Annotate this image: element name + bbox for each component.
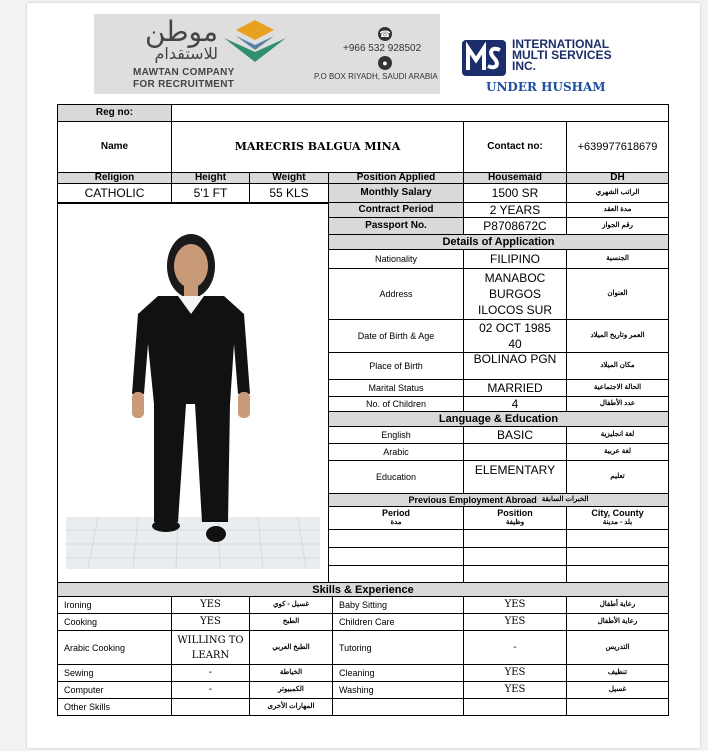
address-arabic: العنوان <box>566 268 669 320</box>
skill-arabic: المهارات الأخرى <box>249 698 333 716</box>
skill-label: Washing <box>332 681 464 699</box>
position-header: Position وظيفة <box>463 506 567 530</box>
arabic-value <box>463 443 567 461</box>
skill-label: Ironing <box>57 596 172 614</box>
skill-arabic: التدريس <box>566 630 669 665</box>
previous-employment-heading: Previous Employment Abroad الخبرات السابقة <box>328 493 669 507</box>
name-label: Name <box>57 121 172 173</box>
skill-arabic: الكمبيوتر <box>249 681 333 699</box>
skill-label: Arabic Cooking <box>57 630 172 665</box>
place-of-birth-label: Place of Birth <box>328 352 464 380</box>
employment-cell <box>463 529 567 548</box>
weight-header: Weight <box>249 172 329 184</box>
skill-value: - <box>171 664 250 682</box>
skill-label: Other Skills <box>57 698 172 716</box>
ims-logo-icon <box>460 38 508 78</box>
skill-arabic: رعاية أطفال <box>566 596 669 614</box>
skill-arabic: رعاية الأطفال <box>566 613 669 631</box>
arabic-label: Arabic <box>328 443 464 461</box>
skill-label: Cleaning <box>332 664 464 682</box>
skill-label: Baby Sitting <box>332 596 464 614</box>
reg-label: Reg no: <box>57 104 172 122</box>
skill-label: Children Care <box>332 613 464 631</box>
company-english-name: MAWTAN COMPANY <box>133 67 235 78</box>
city-country-header: City, County بلد - مدينة <box>566 506 669 530</box>
company-english-subtitle: FOR RECRUITMENT <box>133 79 235 90</box>
location-pin-icon: ● <box>378 56 392 70</box>
employment-cell <box>566 547 669 566</box>
company-arabic-name: موطن <box>144 15 218 48</box>
skill-arabic: تنظيف <box>566 664 669 682</box>
skill-value: YES <box>463 664 567 682</box>
skill-arabic: غسيل <box>566 681 669 699</box>
marital-status-label: Marital Status <box>328 379 464 397</box>
contract-period-arabic: مدة العقد <box>566 202 669 218</box>
passport-arabic: رقم الجواز <box>566 217 669 235</box>
nationality-label: Nationality <box>328 249 464 269</box>
skill-label: Cooking <box>57 613 172 631</box>
phone-icon: ☎ <box>379 29 391 39</box>
employment-cell <box>328 547 464 566</box>
marital-status-value: MARRIED <box>463 379 567 397</box>
contact-value: +639977618679 <box>566 121 669 173</box>
children-label: No. of Children <box>328 396 464 412</box>
skill-label <box>332 698 464 716</box>
partner-name: INTERNATIONAL MULTI SERVICES INC. <box>512 37 612 73</box>
arabic-arabic: لغة عربية <box>566 443 669 461</box>
skill-value: WILLING TO LEARN <box>171 630 250 665</box>
height-header: Height <box>171 172 250 184</box>
contact-label: Contact no: <box>463 121 567 173</box>
skill-value: YES <box>463 613 567 631</box>
dob-age-label: Date of Birth & Age <box>328 319 464 353</box>
religion-header: Religion <box>57 172 172 184</box>
employment-cell <box>328 529 464 548</box>
skill-label: Tutoring <box>332 630 464 665</box>
skills-experience-heading: Skills & Experience <box>57 582 669 597</box>
children-value: 4 <box>463 396 567 412</box>
skill-value: YES <box>171 596 250 614</box>
religion-value: CATHOLIC <box>57 183 172 203</box>
passport-label: Passport No. <box>328 217 464 235</box>
skill-label: Computer <box>57 681 172 699</box>
skill-value: YES <box>171 613 250 631</box>
monthly-salary-value: 1500 SR <box>463 183 567 203</box>
skill-value: - <box>463 630 567 665</box>
reg-value <box>171 104 669 122</box>
monthly-salary-arabic: الراتب الشهري <box>566 183 669 203</box>
contract-period-value: 2 YEARS <box>463 202 567 218</box>
monthly-salary-label: Monthly Salary <box>328 183 464 203</box>
nationality-value: FILIPINO <box>463 249 567 269</box>
skill-arabic: الخياطة <box>249 664 333 682</box>
skill-arabic: الطبخ <box>249 613 333 631</box>
dob-age-arabic: العمر وتاريخ الميلاد <box>566 319 669 353</box>
skill-label: Sewing <box>57 664 172 682</box>
skill-value: YES <box>463 596 567 614</box>
language-education-heading: Language & Education <box>328 411 669 427</box>
header-address: P.O BOX RIYADH, SAUDI ARABIA <box>314 72 438 81</box>
position-value: Housemaid <box>463 172 567 184</box>
details-of-application-heading: Details of Application <box>328 234 669 250</box>
applicant-photo <box>57 203 329 583</box>
education-label: Education <box>328 460 464 494</box>
passport-value: P8708672C <box>463 217 567 235</box>
position-applied-header: Position Applied <box>328 172 464 184</box>
marital-status-arabic: الحالة الاجتماعية <box>566 379 669 397</box>
education-value: ELEMENTARY <box>463 460 567 494</box>
children-arabic: عدد الأطفال <box>566 396 669 412</box>
under-label: UNDER HUSHAM <box>486 80 606 94</box>
employment-cell <box>328 565 464 583</box>
english-value: BASIC <box>463 426 567 444</box>
header-phone: +966 532 928502 <box>343 43 422 54</box>
skill-arabic: غسيل - كوي <box>249 596 333 614</box>
applicant-figure <box>58 204 328 582</box>
height-value: 5'1 FT <box>171 183 250 203</box>
position-code: DH <box>566 172 669 184</box>
skill-value: - <box>171 681 250 699</box>
skill-value <box>171 698 250 716</box>
weight-value: 55 KLS <box>249 183 329 203</box>
skill-value: YES <box>463 681 567 699</box>
company-arabic-subname: للاستقدام <box>154 44 218 63</box>
place-of-birth-value: BOLINAO PGN <box>463 352 567 380</box>
contract-period-label: Contract Period <box>328 202 464 218</box>
education-arabic: تعليم <box>566 460 669 494</box>
mawtan-logo-icon <box>222 20 288 62</box>
skill-arabic <box>566 698 669 716</box>
skill-value <box>463 698 567 716</box>
place-of-birth-arabic: مكان الميلاد <box>566 352 669 380</box>
address-value: MANABOC BURGOS ILOCOS SUR <box>463 268 567 320</box>
english-label: English <box>328 426 464 444</box>
nationality-arabic: الجنسية <box>566 249 669 269</box>
skill-arabic: الطبخ العربي <box>249 630 333 665</box>
english-arabic: لغة انجليزية <box>566 426 669 444</box>
employment-cell <box>463 547 567 566</box>
employment-cell <box>566 529 669 548</box>
name-value: MARECRIS BALGUA MINA <box>171 121 464 173</box>
employment-cell <box>463 565 567 583</box>
employment-cell <box>566 565 669 583</box>
period-header: Period مدة <box>328 506 464 530</box>
address-label: Address <box>328 268 464 320</box>
dob-age-value: 02 OCT 1985 40 <box>463 319 567 353</box>
